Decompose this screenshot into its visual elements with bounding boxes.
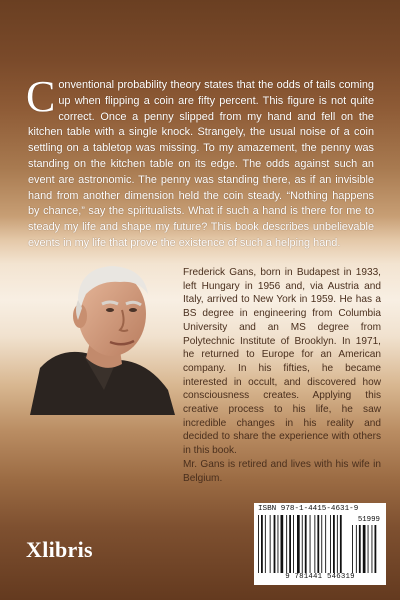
- book-blurb: [26, 72, 374, 252]
- bio-paragraph: Frederick Gans, born in Budapest in 1933, left Hungary in 1956 and, via Austria and Italy, arrived to New York in 1959. He has a BS degree in engineering from Columbia University and an MS degree from Polytechnic Institute of Brooklyn. In 1971, he returned to Europe for an American company. In his fifties, he became interested in occult, and discovered how consciousness creates. Applying this creative process to his life, he saw incredible changes in his reality and decided to share the experience with others in this book.: [183, 267, 381, 457]
- publisher-logo: Xlibris: [26, 537, 93, 562]
- price-code: 51999: [357, 516, 380, 524]
- blurb-text: onventional probability theory states that the odds of tails coming up when flipping a coin are fifty percent. This figure is not quite correct. Once a penny slipped from my hand and fell on the kitchen table with a single knock. Strangely, the usual noise of a coin settling on a tabletop was missing. To my amazement, the penny was standing on the kitchen table on its edge. The odds against such an event are astronomic. The penny was standing there, as if an invisible hand from another dimension held the coin steady. “Nothing happens by chance,” say the spiritualists. What if such a hand is there for me to steady my life and shape my future? This book describes unbelievable events in my life that prove the existence of such a helping hand.: [28, 79, 374, 249]
- bio-paragraph: Mr. Gans is retired and lives with his wife in Belgium.: [183, 458, 381, 484]
- blurb-drop-cap: C: [26, 72, 56, 121]
- barcode-bars: [258, 515, 382, 573]
- author-bio: [183, 266, 381, 485]
- isbn-label: ISBN 978-1-4415-4631-9: [258, 505, 359, 513]
- isbn-barcode: [254, 503, 386, 585]
- author-portrait: [20, 250, 180, 415]
- ean-digits: 9 781441 546319: [285, 573, 355, 581]
